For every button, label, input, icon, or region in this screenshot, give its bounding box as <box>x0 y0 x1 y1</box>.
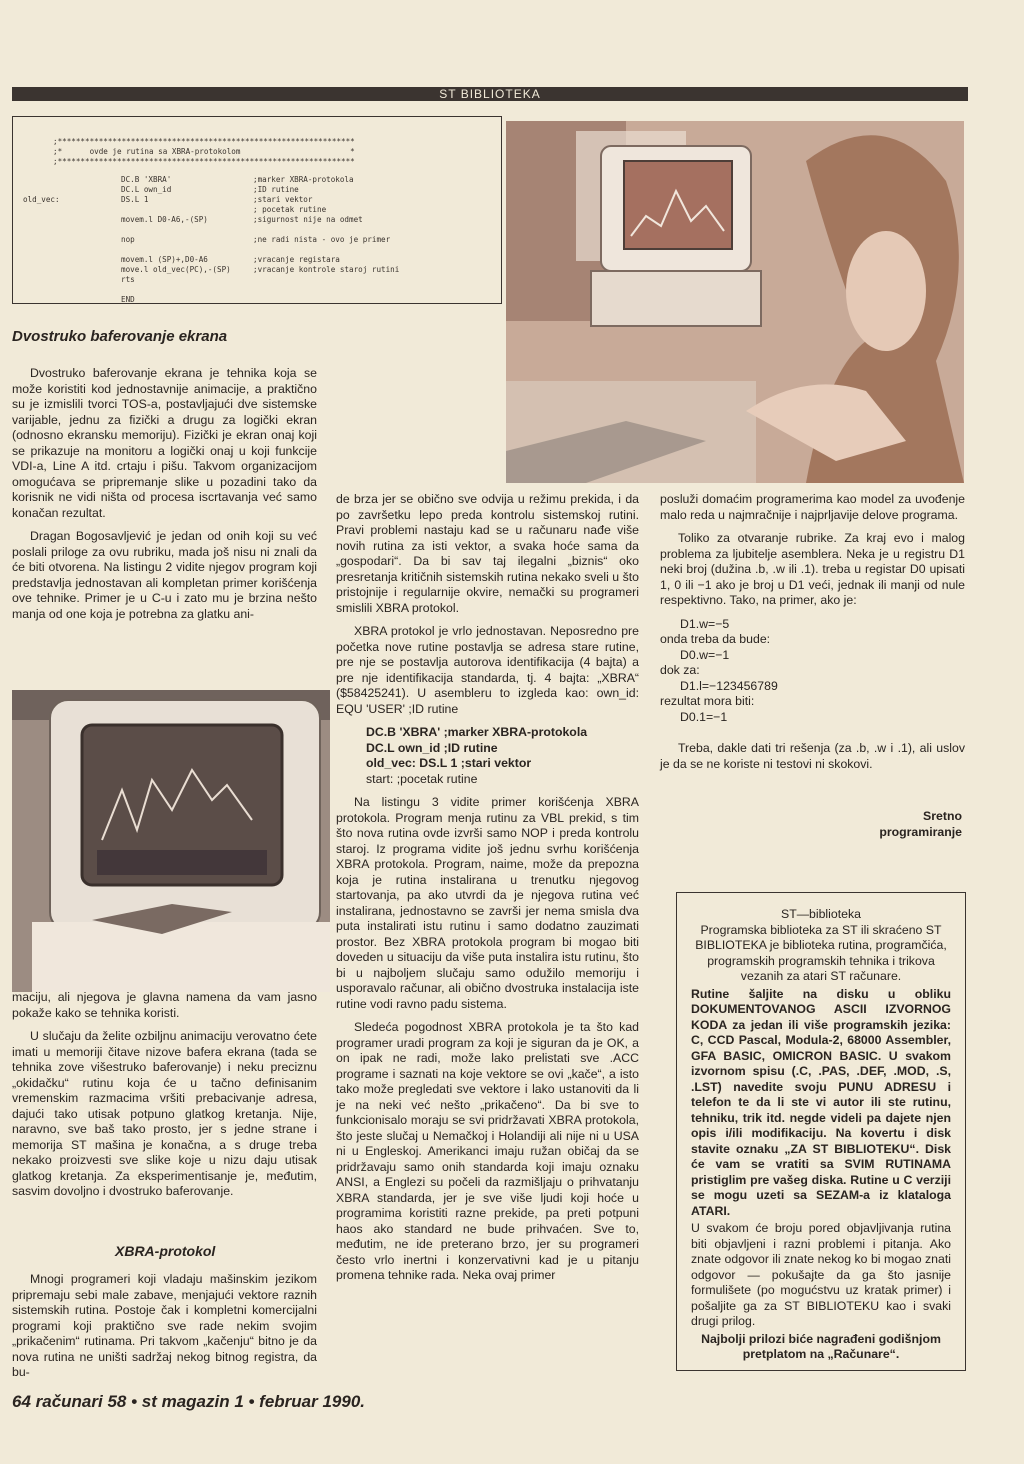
heading-xbra-protokol: XBRA-protokol <box>115 1243 216 1259</box>
paragraph: XBRA protokol je vrlo jednostavan. Neposredno pre početka nove rutine postavlja se adresa stare rutine, pre nje se postavlja autorova identifikacija (4 bajta) a pre nje identifikacija standarda, tj. 4 bajta: „XBRA“ ($58425241). U asembleru to izgleda kao: own_id: EQU 'USER' ;ID rutine <box>336 624 639 716</box>
heading-double-buffering: Dvostruko baferovanje ekrana <box>12 328 228 345</box>
paragraph: Sledeća pogodnost XBRA protokola je ta što kad programer uradi program za koji je siguran da je OK, a on ipak ne radi, može lako prelistati sve .ACC programe i saznati na koje vektore se ovi „kače“, a isto tako može pregledati sve vektore i lako ustanoviti da li je na neki već nešto „prikačeno“. Da bi sve to funkcionisalo moraju se svi pridržavati XBRA protokola, što jeste slučaj u Nemačkoj i Holandiji ali nije ni u USA ni u Engleskoj. Amerikanci imaju ružan običaj da se pridržavaju samo onih standarda koji imaju oznaku ANSI, a Englezi su počeli da razmišljaju o prihvatanju XBRA standarda, jer je sve više ljudi koji hoće u programima koristiti razne prekide, pa preti potpuni haos ako standard ne bude prihvaćen. Sve to, međutim, ne ide preterano brzo, jer su programeri često vrlo inertni i konzervativni kad je u pitanju promena tehnike rada. Neka ovaj primer <box>336 1020 639 1282</box>
section-header-bar <box>12 87 968 101</box>
example-line: dok za: <box>660 663 700 677</box>
listing-op: END <box>121 295 135 304</box>
listing-op: DS.L 1 <box>121 195 149 204</box>
photo-computer-monitor-illustration <box>12 690 330 992</box>
page-footer: 64 računari 58 • st magazin 1 • februar 1990. <box>12 1392 366 1411</box>
section-title: ST BIBLIOTEKA <box>439 87 541 101</box>
listing-comment: ;* ovde je rutina sa XBRA-protokolom * <box>53 147 355 156</box>
listing-op: move.l old_vec(PC),-(SP) <box>121 265 231 274</box>
paragraph: Dragan Bogosavljević je jedan od onih koji su već poslali priloge za ovu rubriku, mada još nisu ni znali da će biti otvorena. Na listingu 2 vidite njegov program koji predstavlja jednostavan ali kompletan primer korišćenja ove tehnike. Primer je u C-u i zato mu je brzina nešto manja od one koja je potrebna za glatku ani- <box>12 529 317 621</box>
column-right <box>660 492 965 780</box>
listing-comment: ;marker XBRA-protokola <box>253 175 354 184</box>
listing-stars-top: ;***************************************************************** <box>53 137 355 146</box>
column-left-bottom <box>12 1272 317 1389</box>
listing-label: old_vec: <box>23 195 60 204</box>
example-line: onda treba da bude: <box>660 632 771 646</box>
box-title: ST—biblioteka <box>781 907 861 921</box>
example-line: D1.l=−123456789 <box>680 678 778 693</box>
example-values <box>660 617 965 726</box>
signature-line: Sretno <box>923 809 962 823</box>
paragraph: Treba, dakle dati tri rešenja (za .b, .w i .1), ali uslov je da se ne koriste ni testovi ni skokovi. <box>660 741 965 771</box>
listing-op: nop <box>121 235 135 244</box>
box-paragraph: Rutine šaljite na disku u obliku DOKUMENTOVANOG ASCII IZVORNOG KODA za jedan ili više programskih jezika: C, CCD Pascal, Modula-2, 68000 Assembler, GFA BASIC, OMICRON BASIC. U svakom izvornom spisu (.C, .PAS, .DEF, .MOD, .S, .LST) navedite svoju PUNU ADRESU i telefon te da li ste vi autor ili ste rutinu, tehniku, trik itd. negde videli pa dajete njen opis i/ili modifikaciju. Na kovertu i disk stavite oznaku „ZA ST BIBLIOTEKU“. Disk će vam se vratiti sa SVIM RUTINAMA pristiglim pre vašeg diska. Rutine u C verziji se mogu uzeti sa SEZAM-a iz klataloga ATARI. <box>691 986 951 1218</box>
column-middle <box>336 492 639 1292</box>
listing-op: movem.l D0-A6,-(SP) <box>121 215 208 224</box>
photo-computer-monitor <box>12 690 330 992</box>
signature-line: programiranje <box>879 825 962 839</box>
signature <box>879 808 962 840</box>
listing-op: movem.l (SP)+,D0-A6 <box>121 255 208 264</box>
listing-op: DC.B 'XBRA' <box>121 175 172 184</box>
paragraph: Mnogi programeri koji vladaju mašinskim jezikom pripremaju sebi male zabave, menjajući vektore raznih sistemskih rutina. Postoje čak i kompletni komercijalni programi koji praktično sve rade nekim svojim „prikačenim“ rutinama. Pri takvom „kačenju“ bitno je da nova rutina ne uništi sadržaj nekog bitnog registra, da bu- <box>12 1272 317 1379</box>
box-paragraph: U svakom će broju pored objavljivanja rutina biti objavljeni i razni problemi i pitanja. Ako znate odgovor ili znate nekog ko bi mogao znati odgovor — pokušajte da ga što jasnije formulišete (po mogućstvu uz kratak primer) i pošaljite ga za ST BIBLIOTEKU kao i svaki drugi prilog. <box>691 1221 951 1328</box>
listing-op: rts <box>121 275 135 284</box>
listing-comment: ;ne radi nista - ovo je primer <box>253 235 391 244</box>
info-box-st-biblioteka <box>676 892 966 1371</box>
listing-comment: ;vracanje kontrole staroj rutini <box>253 265 400 274</box>
paragraph: posluži domaćim programerima kao model za uvođenje malo reda u najmračnije i najprljavije delove programa. <box>660 492 965 522</box>
example-line: D0.w=−1 <box>680 647 730 662</box>
column-left-middle <box>12 990 317 1208</box>
code-line: start: ;pocetak rutine <box>366 771 478 786</box>
paragraph: U slučaju da želite ozbiljnu animaciju verovatno ćete imati u memoriji čitave nizove bafera ekrana (tada se tehnika zove višestruko baferovanje) i neku preciznu „okidačku“ rutinu koja će u tačno definisanim vremenskim razmacima vršiti prebacivanje adresa, dajući tako utisak potpuno glatkog kretanja. Nije, naravno, sve baš tako prosto, jer s jedne strane i memorija ST mašina je konačna, a s druge treba nekako proizvesti sve slike koje u nizu daju utisak glatkog kretanja. Za eksperimentisanje je, međutim, sasvim dovoljno i dvostruko baferovanje. <box>12 1029 317 1198</box>
code-line: DC.B 'XBRA' ;marker XBRA-protokola <box>366 725 588 739</box>
listing-op: DC.L own_id <box>121 185 172 194</box>
paragraph: Toliko za otvaranje rubrike. Za kraj evo i malog problema za ljubitelje asemblera. Neka je u registru D1 neki broj (dužina .b, .w ili .1). treba u registar D0 upisati 1, 0 ili −1 ako je broj u D1 veći, jednak ili manji od nule respektivno. Tako, na primer, ako je: <box>660 531 965 607</box>
xbra-code-snippet <box>336 725 639 787</box>
listing-comment: ;stari vektor <box>253 195 313 204</box>
example-line: D0.1=−1 <box>680 709 728 724</box>
listing-comment: ;ID rutine <box>253 185 299 194</box>
paragraph: Dvostruko baferovanje ekrana je tehnika koja se može koristiti kod jednostavnije animacije, a praktično su je izmislili tvorci TOS-a, postavljajući dve sistemske varijable, jednu za fizički a drugu za logički ekran (odnosno ekransku memoriju). Fizički je ekran onaj koji se prikazuje na monitoru a logički onaj u koji funkcije VDI-a, Line A itd. crtaju i pišu. Takvom organizacijom omogućava se pripremanje slike u pozadini tako da korisnik ne vidi ništa od procesa iscrtavanja već samo konačan rezultat. <box>12 366 317 520</box>
listing-comment: ;sigurnost nije na odmet <box>253 215 363 224</box>
paragraph: de brza jer se obično sve odvija u režimu prekida, i da po završetku lepo preda kontrolu sistemskoj rutini. Pravi problemi nastaju kad se u računaru nađe više novih rutina za isti vektor, a svaka hoće sama da „gospodari“. Da bi sav taj ilegalni „biznis“ oko presretanja kritičnih sistemskih rutina nekako sveli u što pristojnije i regularnije okvire, nemački su programeri smislili XBRA protokol. <box>336 492 639 615</box>
code-listing <box>12 116 502 304</box>
listing-comment: ;vracanje registara <box>253 255 340 264</box>
code-line: old_vec: DS.L 1 ;stari vektor <box>366 756 532 770</box>
paragraph: maciju, ali njegova je glavna namena da vam jasno pokaže kako se tehnika koristi. <box>12 990 317 1020</box>
example-line: D1.w=−5 <box>680 616 730 631</box>
box-paragraph: Najbolji prilozi biće nagrađeni godišnjom pretplatom na „Računare“. <box>701 1331 941 1361</box>
photo-woman-at-computer-illustration <box>506 121 964 483</box>
listing-comment: ; pocetak rutine <box>253 205 327 214</box>
code-line: DC.L own_id ;ID rutine <box>366 740 498 755</box>
box-paragraph: Programska biblioteka za ST ili skraćeno ST BIBLIOTEKA je biblioteka rutina, programčića, programskih programskih tehnika i trikova vezanih za atari ST računare. <box>695 922 947 983</box>
column-left-top <box>12 366 317 630</box>
listing-stars-bottom: ;***************************************************************** <box>53 157 355 166</box>
photo-woman-at-computer <box>506 121 964 483</box>
paragraph: Na listingu 3 vidite primer korišćenja XBRA protokola. Program menja rutinu za VBL prekid, s tim što nova rutina ovde izvrši samo NOP i preda kontrolu staroj. Iz programa vidite još jednu svrhu korišćenja XBRA protokola. Program, naime, može da prepozna koja je rutina instalirana u trenutku njegovog startovanja, pa ako utvrdi da je njegova rutina već instalirana, jednostavno se završi jer nema smisla dva puta instalirati istu rutinu i samo dodatno zauzimati prostor. Bez XBRA protokola program bi mogao biti doveden u situaciju da više puta instalira istu rutinu, što bi u najboljem slučaju samo odužilo memoriju i usporavalo računar, ali obično dvostruka instalacija iste rutine vodi ravno padu sistema. <box>336 795 639 1011</box>
example-line: rezultat mora biti: <box>660 694 755 708</box>
